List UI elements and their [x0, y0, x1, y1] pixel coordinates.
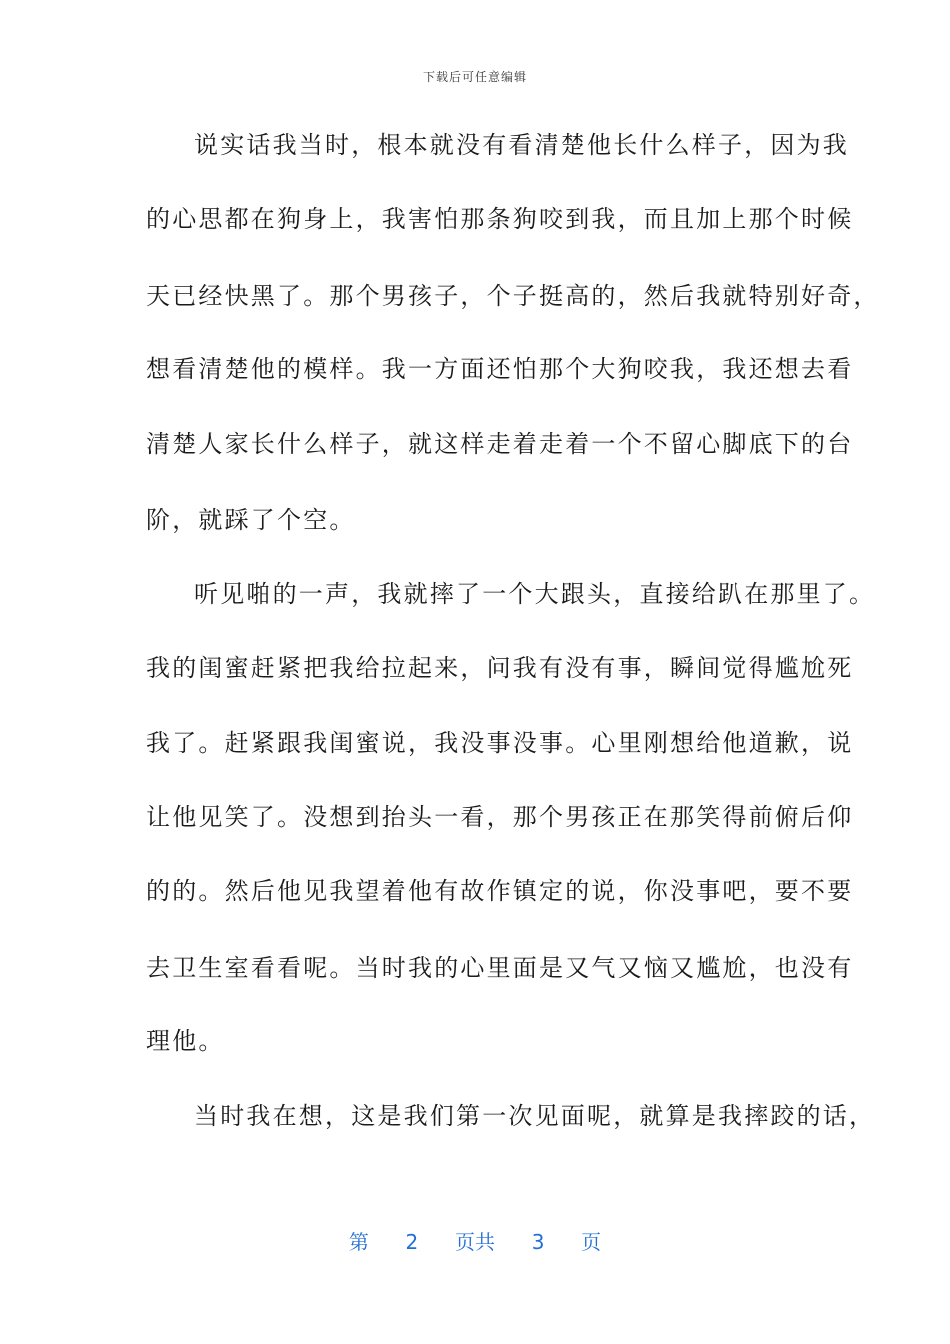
current-page-number: 2: [405, 1230, 419, 1254]
text-line: 让他见笑了。没想到抬头一看，那个男孩正在那笑得前俯后仰: [146, 803, 854, 831]
page-number-footer: [0, 1226, 950, 1255]
footer-suffix: 页: [581, 1230, 602, 1254]
header-note: 下载后可任意编辑: [422, 70, 527, 84]
text-line: 理他。: [146, 1027, 225, 1055]
text-line: 的的。然后他见我望着他有故作镇定的说，你没事吧，要不要: [146, 877, 854, 905]
text-line: 想看清楚他的模样。我一方面还怕那个大狗咬我，我还想去看: [146, 355, 854, 383]
text-line: 我了。赶紧跟我闺蜜说，我没事没事。心里刚想给他道歉，说: [146, 729, 854, 757]
text-line: 天已经快黑了。那个男孩子，个子挺高的，然后我就特别好奇，: [146, 282, 880, 310]
text-line: 听见啪的一声，我就摔了一个大跟头，直接给趴在那里了。: [194, 580, 876, 608]
total-page-number: 3: [531, 1230, 545, 1254]
text-line: 我的闺蜜赶紧把我给拉起来，问我有没有事，瞬间觉得尴尬死: [146, 654, 854, 682]
text-line: 的心思都在狗身上，我害怕那条狗咬到我，而且加上那个时候: [146, 205, 854, 233]
text-line: 说实话我当时，根本就没有看清楚他长什么样子，因为我: [194, 131, 849, 159]
text-line: 清楚人家长什么样子，就这样走着走着一个不留心脚底下的台: [146, 430, 854, 458]
footer-prefix: 第: [348, 1230, 369, 1254]
footer-middle: 页共: [455, 1230, 495, 1254]
text-line: 去卫生室看看呢。当时我的心里面是又气又恼又尴尬，也没有: [146, 954, 854, 982]
text-line: 阶，就踩了个空。: [146, 506, 356, 534]
text-line: 当时我在想，这是我们第一次见面呢，就算是我摔跤的话，: [194, 1102, 876, 1130]
